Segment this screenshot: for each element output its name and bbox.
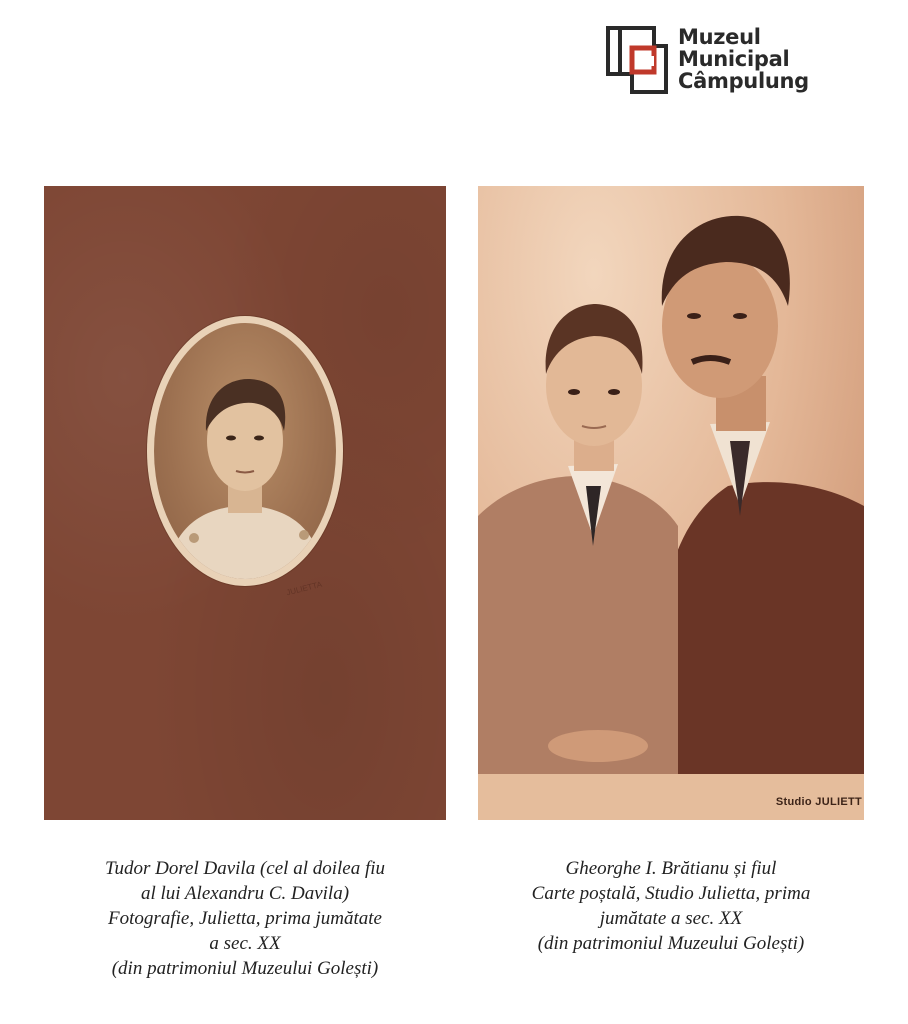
museum-logo-text xyxy=(678,26,809,92)
logo-line: Muzeul xyxy=(678,25,761,49)
caption-line: Carte poștală, Studio Julietta, prima xyxy=(531,883,811,904)
portrait-photo-young-man xyxy=(154,323,336,579)
logo-line: Municipal xyxy=(678,47,790,71)
photo-stamp: JULIETTA xyxy=(285,579,323,598)
caption-line: Gheorghe I. Brătianu și fiul xyxy=(565,858,777,879)
caption-line: Fotografie, Julietta, prima jumătate xyxy=(108,908,382,929)
right-photo-card xyxy=(478,186,864,820)
photo-father-and-son xyxy=(478,186,864,774)
caption-left xyxy=(30,856,460,981)
caption-line: al lui Alexandru C. Davila) xyxy=(140,883,350,904)
logo-line: Câmpulung xyxy=(678,69,809,93)
caption-right xyxy=(466,856,876,956)
left-photo-card xyxy=(44,186,446,820)
caption-line: (din patrimoniul Muzeului Golești) xyxy=(537,933,805,954)
museum-logo xyxy=(606,26,836,100)
studio-mark: Studio JULIETT xyxy=(775,796,862,808)
caption-line: a sec. XX xyxy=(209,933,281,954)
caption-line: (din patrimoniul Muzeului Golești) xyxy=(111,958,379,979)
portrait-illustration xyxy=(154,323,336,579)
caption-line: jumătate a sec. XX xyxy=(599,908,743,929)
caption-line: Tudor Dorel Davila (cel al doilea fiu xyxy=(104,858,386,879)
museum-logo-icon xyxy=(606,26,668,94)
father-son-illustration xyxy=(478,186,864,774)
